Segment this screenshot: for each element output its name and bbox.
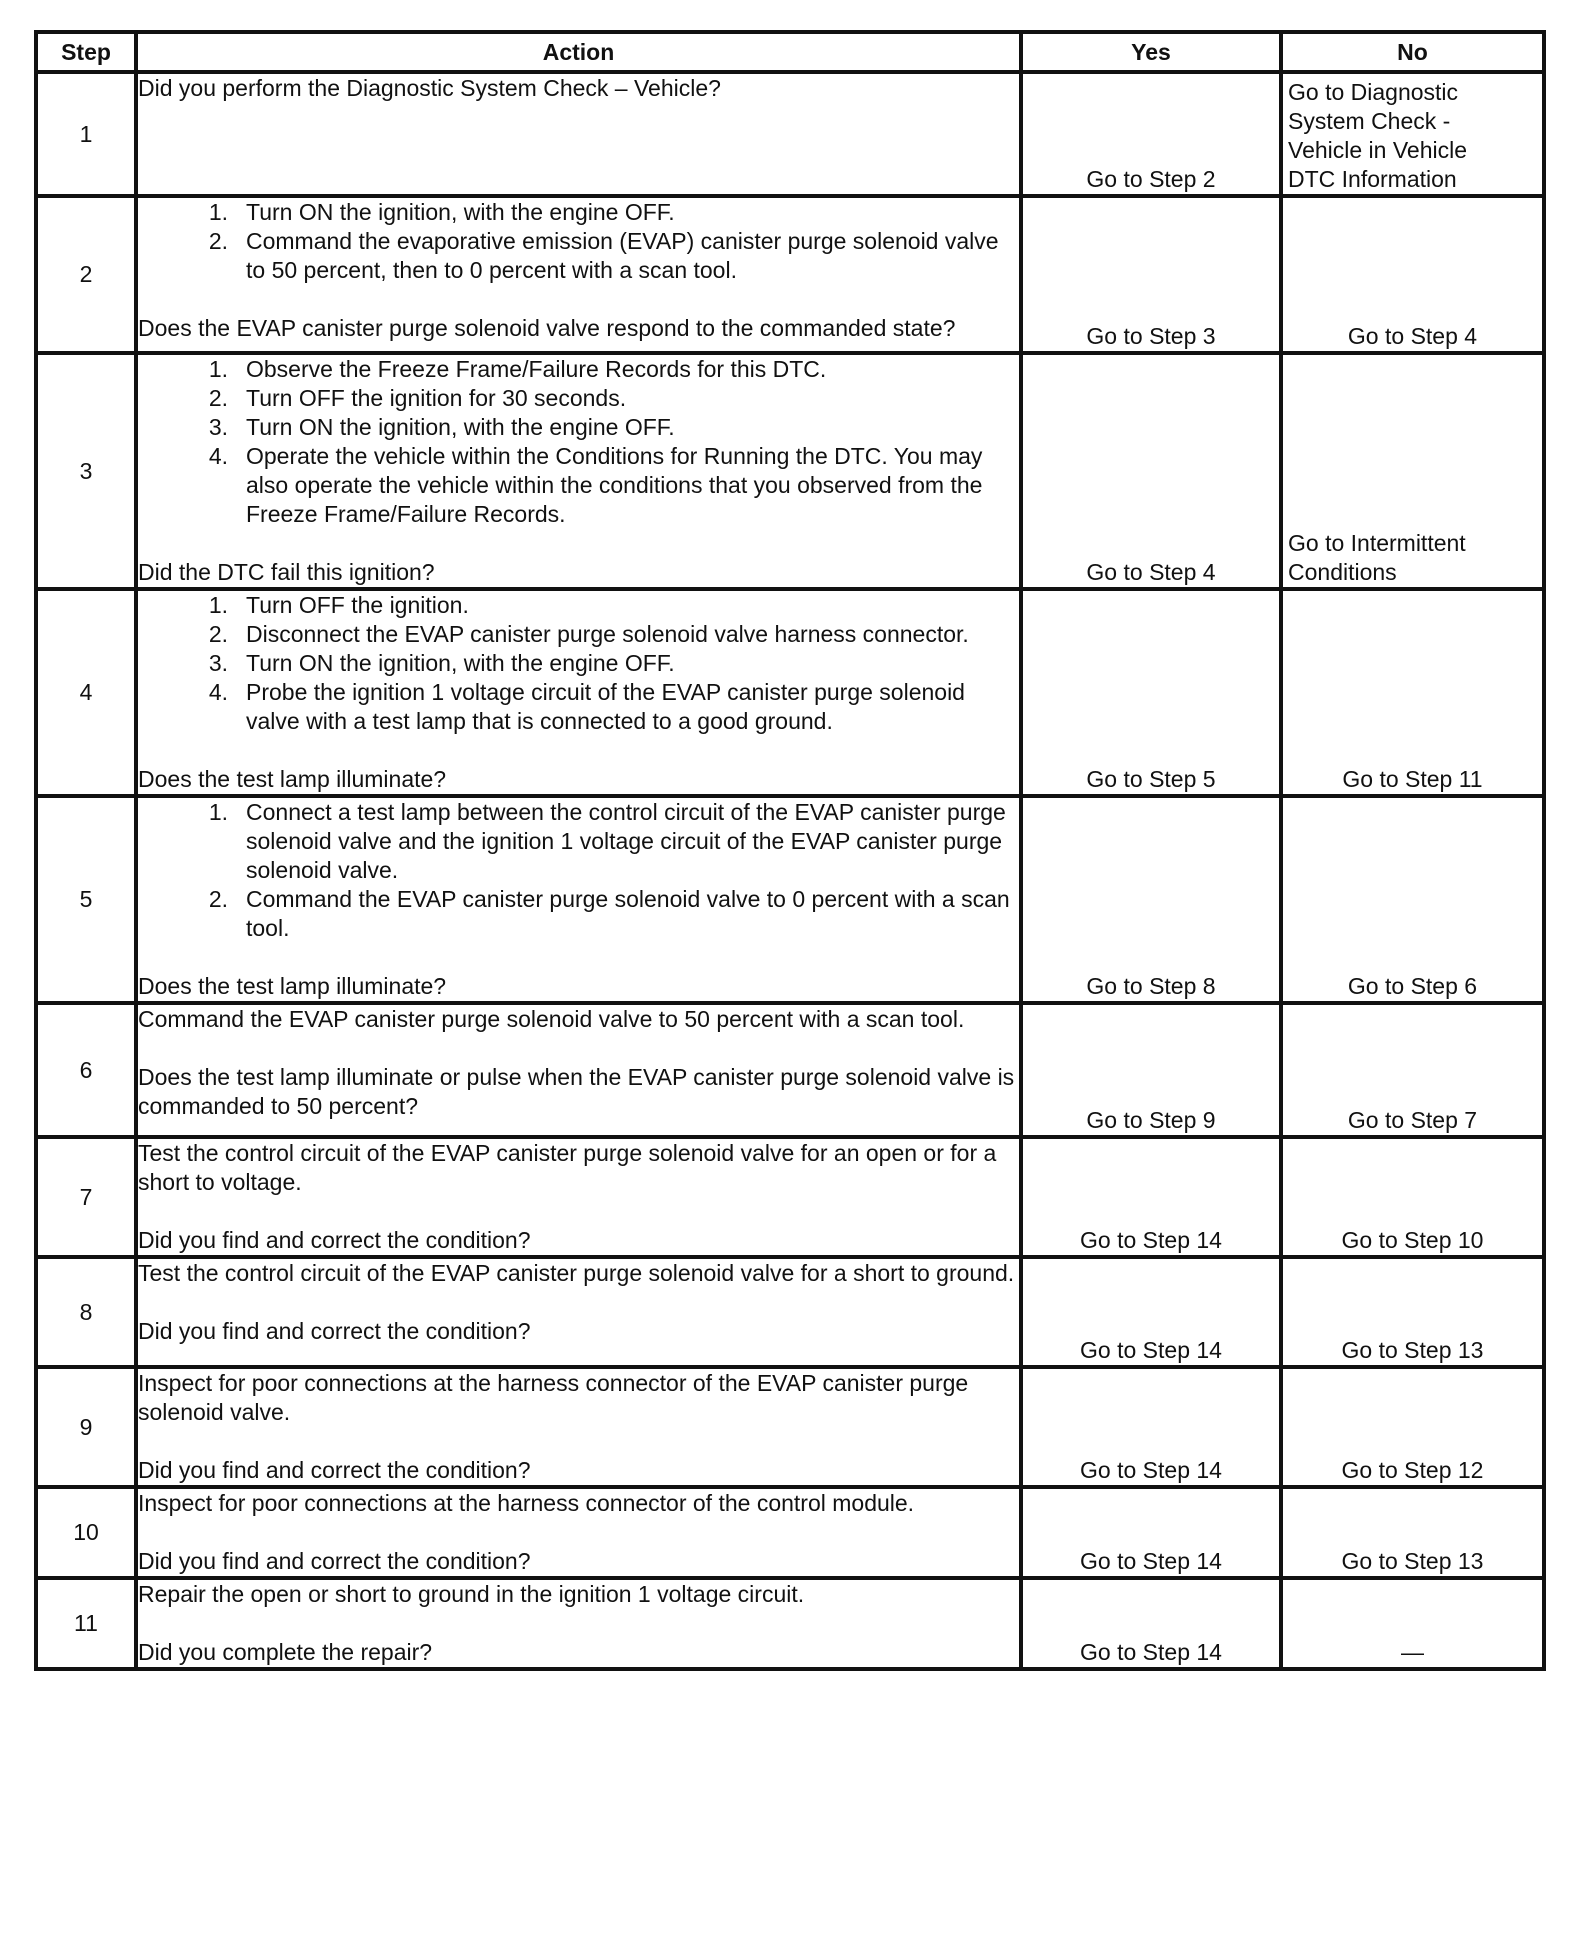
- action-cell: [136, 196, 1021, 353]
- instruction-text: Command the EVAP canister purge solenoid valve to 0 percent with a scan tool.: [246, 886, 1010, 941]
- table-row: [36, 353, 1544, 589]
- step-number: 2: [36, 196, 136, 353]
- instruction-text: Turn OFF the ignition.: [246, 592, 469, 618]
- table-row: [36, 1578, 1544, 1669]
- table-row: [36, 1257, 1544, 1367]
- action-question: Did you find and correct the condition?: [138, 1457, 531, 1483]
- header-step: Step: [36, 32, 136, 72]
- list-item: [138, 227, 1019, 285]
- action-cell: [136, 1257, 1021, 1367]
- list-item: [138, 649, 1019, 678]
- instruction-text: Turn ON the ignition, with the engine OFF.: [246, 650, 675, 676]
- table-row: [36, 1367, 1544, 1487]
- step-number: 8: [36, 1257, 136, 1367]
- action-cell: [136, 1003, 1021, 1137]
- action-question: Did you complete the repair?: [138, 1639, 433, 1665]
- header-row: [36, 32, 1544, 72]
- yes-cell: Go to Step 4: [1021, 353, 1281, 589]
- list-item: [138, 442, 1019, 529]
- action-question: Does the EVAP canister purge solenoid valve respond to the commanded state?: [138, 315, 956, 341]
- instruction-number: 4.: [208, 679, 228, 705]
- step-number: 10: [36, 1487, 136, 1578]
- no-cell: Go to Step 13: [1281, 1487, 1544, 1578]
- list-item: [138, 678, 1019, 736]
- list-item: [138, 355, 1019, 384]
- no-cell: Go to Step 12: [1281, 1367, 1544, 1487]
- instruction-text: Observe the Freeze Frame/Failure Records for this DTC.: [246, 356, 827, 382]
- instruction-text: Command the evaporative emission (EVAP) canister purge solenoid valve to 50 percent, then to 0 percent with a scan tool.: [246, 228, 999, 283]
- header-yes: Yes: [1021, 32, 1281, 72]
- step-number: 7: [36, 1137, 136, 1257]
- step-number: 1: [36, 72, 136, 196]
- action-statement: Inspect for poor connections at the harness connector of the control module.: [138, 1490, 915, 1516]
- instruction-text: Probe the ignition 1 voltage circuit of the EVAP canister purge solenoid valve with a test lamp that is connected to a good ground.: [246, 679, 965, 734]
- list-item: [138, 620, 1019, 649]
- yes-cell: Go to Step 14: [1021, 1137, 1281, 1257]
- yes-cell: Go to Step 5: [1021, 589, 1281, 796]
- header-action: Action: [136, 32, 1021, 72]
- instruction-text: Operate the vehicle within the Conditions for Running the DTC. You may also operate the vehicle within the conditions that you observed from the Freeze Frame/Failure Records.: [246, 443, 983, 527]
- action-question: Does the test lamp illuminate?: [138, 973, 447, 999]
- action-cell: [136, 1367, 1021, 1487]
- action-question: Did the DTC fail this ignition?: [138, 559, 435, 585]
- instruction-list: [138, 591, 1019, 736]
- action-cell: [136, 796, 1021, 1003]
- instruction-text: Turn ON the ignition, with the engine OFF.: [246, 414, 675, 440]
- instruction-number: 2.: [208, 621, 228, 647]
- list-item: [138, 798, 1019, 885]
- list-item: [138, 198, 1019, 227]
- no-cell: Go to Step 7: [1281, 1003, 1544, 1137]
- list-item: [138, 384, 1019, 413]
- no-cell: Go to Diagnostic System Check - Vehicle in Vehicle DTC Information: [1281, 72, 1544, 196]
- table-row: [36, 796, 1544, 1003]
- action-cell: [136, 1137, 1021, 1257]
- list-item: [138, 413, 1019, 442]
- no-cell: Go to Step 11: [1281, 589, 1544, 796]
- yes-cell: Go to Step 2: [1021, 72, 1281, 196]
- instruction-text: Disconnect the EVAP canister purge solenoid valve harness connector.: [246, 621, 969, 647]
- table-row: [36, 72, 1544, 196]
- instruction-text: Turn ON the ignition, with the engine OFF.: [246, 199, 675, 225]
- list-item: [138, 885, 1019, 943]
- action-cell: [136, 353, 1021, 589]
- action-question: Did you perform the Diagnostic System Check – Vehicle?: [138, 75, 721, 101]
- instruction-list: [138, 198, 1019, 285]
- step-number: 6: [36, 1003, 136, 1137]
- instruction-number: 1.: [208, 799, 228, 825]
- yes-cell: Go to Step 14: [1021, 1257, 1281, 1367]
- table-row: [36, 589, 1544, 796]
- instruction-list: [138, 798, 1019, 943]
- instruction-number: 1.: [208, 199, 228, 225]
- yes-cell: Go to Step 14: [1021, 1578, 1281, 1669]
- instruction-number: 2.: [208, 385, 228, 411]
- action-cell: [136, 1578, 1021, 1669]
- yes-cell: Go to Step 9: [1021, 1003, 1281, 1137]
- no-cell: Go to Step 13: [1281, 1257, 1544, 1367]
- instruction-number: 1.: [208, 356, 228, 382]
- diagnostic-table: [34, 30, 1546, 1671]
- instruction-number: 4.: [208, 443, 228, 469]
- table-row: [36, 196, 1544, 353]
- step-number: 9: [36, 1367, 136, 1487]
- instruction-number: 2.: [208, 228, 228, 254]
- no-cell: —: [1281, 1578, 1544, 1669]
- instruction-number: 3.: [208, 650, 228, 676]
- no-cell: Go to Step 10: [1281, 1137, 1544, 1257]
- no-cell: Go to Step 6: [1281, 796, 1544, 1003]
- step-number: 5: [36, 796, 136, 1003]
- action-question: Did you find and correct the condition?: [138, 1548, 531, 1574]
- action-statement: Inspect for poor connections at the harness connector of the EVAP canister purge solenoid valve.: [138, 1370, 969, 1425]
- no-cell: Go to Step 4: [1281, 196, 1544, 353]
- action-statement: Command the EVAP canister purge solenoid valve to 50 percent with a scan tool.: [138, 1006, 965, 1032]
- action-question: Did you find and correct the condition?: [138, 1318, 531, 1344]
- yes-cell: Go to Step 3: [1021, 196, 1281, 353]
- step-number: 3: [36, 353, 136, 589]
- step-number: 11: [36, 1578, 136, 1669]
- step-number: 4: [36, 589, 136, 796]
- instruction-number: 3.: [208, 414, 228, 440]
- table-row: [36, 1487, 1544, 1578]
- table-row: [36, 1003, 1544, 1137]
- action-statement: Repair the open or short to ground in the ignition 1 voltage circuit.: [138, 1581, 805, 1607]
- action-cell: [136, 1487, 1021, 1578]
- header-no: No: [1281, 32, 1544, 72]
- action-question: Does the test lamp illuminate?: [138, 766, 447, 792]
- list-item: [138, 591, 1019, 620]
- action-question: Does the test lamp illuminate or pulse when the EVAP canister purge solenoid valve is commanded to 50 percent?: [138, 1064, 1015, 1119]
- yes-cell: Go to Step 14: [1021, 1367, 1281, 1487]
- table-row: [36, 1137, 1544, 1257]
- yes-cell: Go to Step 8: [1021, 796, 1281, 1003]
- action-cell: [136, 72, 1021, 196]
- instruction-list: [138, 355, 1019, 529]
- instruction-text: Connect a test lamp between the control circuit of the EVAP canister purge solenoid valve and the ignition 1 voltage circuit of the EVAP canister purge solenoid valve.: [246, 799, 1006, 883]
- no-cell: Go to Intermittent Conditions: [1281, 353, 1544, 589]
- yes-cell: Go to Step 14: [1021, 1487, 1281, 1578]
- instruction-number: 1.: [208, 592, 228, 618]
- action-cell: [136, 589, 1021, 796]
- action-question: Did you find and correct the condition?: [138, 1227, 531, 1253]
- instruction-number: 2.: [208, 886, 228, 912]
- action-statement: Test the control circuit of the EVAP canister purge solenoid valve for a short to ground.: [138, 1260, 1015, 1286]
- instruction-text: Turn OFF the ignition for 30 seconds.: [246, 385, 627, 411]
- action-statement: Test the control circuit of the EVAP canister purge solenoid valve for an open or for a short to voltage.: [138, 1140, 997, 1195]
